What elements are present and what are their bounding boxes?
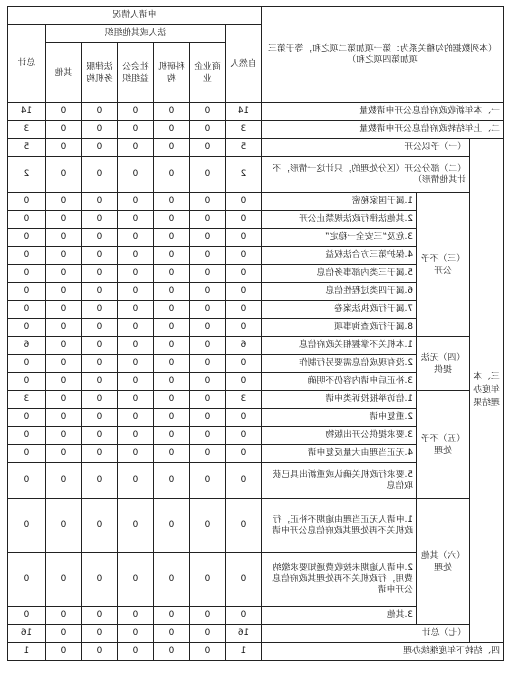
value-cell: 0 bbox=[153, 499, 189, 553]
value-cell: 0 bbox=[153, 427, 189, 445]
value-cell: 0 bbox=[225, 283, 261, 301]
value-cell: 0 bbox=[189, 121, 225, 139]
row-label: 6.属于四类过程性信息 bbox=[261, 283, 416, 301]
value-cell: 0 bbox=[153, 319, 189, 337]
value-cell: 0 bbox=[81, 625, 117, 643]
value-cell: 0 bbox=[153, 157, 189, 193]
value-cell: 0 bbox=[225, 607, 261, 625]
value-cell: 0 bbox=[117, 391, 153, 409]
table-row bbox=[7, 499, 503, 553]
value-cell: 0 bbox=[81, 499, 117, 553]
value-cell: 0 bbox=[45, 373, 81, 391]
value-cell: 0 bbox=[153, 139, 189, 157]
value-cell: 0 bbox=[117, 265, 153, 283]
value-cell: 0 bbox=[81, 373, 117, 391]
value-cell: 0 bbox=[7, 301, 45, 319]
value-cell: 0 bbox=[45, 103, 81, 121]
value-cell: 0 bbox=[7, 553, 45, 607]
group-label-not-processed: （五）不予处理 bbox=[417, 391, 470, 499]
value-cell: 0 bbox=[117, 121, 153, 139]
table-row bbox=[7, 193, 503, 211]
row-label: 7.属于行政执法案卷 bbox=[261, 301, 416, 319]
value-cell: 0 bbox=[189, 229, 225, 247]
value-cell: 0 bbox=[153, 373, 189, 391]
value-cell: 0 bbox=[81, 265, 117, 283]
value-cell: 0 bbox=[225, 499, 261, 553]
value-cell: 0 bbox=[81, 643, 117, 661]
value-cell: 0 bbox=[189, 553, 225, 607]
value-cell: 0 bbox=[45, 463, 81, 499]
value-cell: 0 bbox=[189, 607, 225, 625]
legal-col-other: 其他 bbox=[45, 43, 81, 103]
row-label: 5.属于三类内部事务信息 bbox=[261, 265, 416, 283]
row-label: 4.保护第三方合法权益 bbox=[261, 247, 416, 265]
value-cell: 0 bbox=[117, 625, 153, 643]
row-label: 5.要求行政机关确认或重新出具已获取信息 bbox=[261, 463, 416, 499]
value-cell: 0 bbox=[117, 157, 153, 193]
value-cell: 0 bbox=[81, 337, 117, 355]
value-cell: 0 bbox=[117, 283, 153, 301]
value-cell: 0 bbox=[225, 265, 261, 283]
group-label-withheld: （三）不予公开 bbox=[417, 193, 470, 337]
value-cell: 0 bbox=[45, 265, 81, 283]
value-cell: 5 bbox=[225, 139, 261, 157]
legal-col-business: 商业企业 bbox=[189, 43, 225, 103]
value-cell: 0 bbox=[7, 211, 45, 229]
value-cell: 0 bbox=[117, 229, 153, 247]
value-cell: 0 bbox=[189, 319, 225, 337]
value-cell: 0 bbox=[45, 157, 81, 193]
value-cell: 0 bbox=[45, 445, 81, 463]
value-cell: 0 bbox=[117, 409, 153, 427]
value-cell: 0 bbox=[81, 463, 117, 499]
group-label-other-handling: （六）其他处理 bbox=[417, 499, 470, 625]
value-cell: 1 bbox=[7, 643, 45, 661]
value-cell: 3 bbox=[225, 121, 261, 139]
table-row bbox=[7, 103, 503, 121]
value-cell: 16 bbox=[225, 625, 261, 643]
value-cell: 14 bbox=[225, 103, 261, 121]
row-label: 1.本机关不掌握相关政府信息 bbox=[261, 337, 416, 355]
value-cell: 0 bbox=[117, 445, 153, 463]
value-cell: 0 bbox=[81, 409, 117, 427]
value-cell: 0 bbox=[189, 193, 225, 211]
value-cell: 0 bbox=[225, 355, 261, 373]
value-cell: 0 bbox=[81, 193, 117, 211]
value-cell: 1 bbox=[225, 643, 261, 661]
value-cell: 0 bbox=[153, 265, 189, 283]
value-cell: 0 bbox=[189, 247, 225, 265]
disclosure-statistics-table bbox=[7, 6, 504, 661]
value-cell: 0 bbox=[153, 121, 189, 139]
value-cell: 0 bbox=[81, 427, 117, 445]
value-cell: 0 bbox=[117, 553, 153, 607]
row-label: （二）部分公开（区分处理的，只计这一情形，不计其他情形） bbox=[261, 157, 469, 193]
value-cell: 0 bbox=[45, 643, 81, 661]
value-cell: 0 bbox=[153, 445, 189, 463]
value-cell: 0 bbox=[7, 463, 45, 499]
value-cell: 0 bbox=[117, 301, 153, 319]
value-cell: 0 bbox=[45, 229, 81, 247]
value-cell: 0 bbox=[225, 301, 261, 319]
value-cell: 0 bbox=[45, 319, 81, 337]
value-cell: 5 bbox=[7, 139, 45, 157]
value-cell: 0 bbox=[7, 409, 45, 427]
value-cell: 0 bbox=[117, 427, 153, 445]
value-cell: 0 bbox=[7, 427, 45, 445]
value-cell: 0 bbox=[45, 139, 81, 157]
value-cell: 0 bbox=[189, 463, 225, 499]
row-label: 2.其他法律行政法规禁止公开 bbox=[261, 211, 416, 229]
row-label: 二、上年结转政府信息公开申请数量 bbox=[261, 121, 503, 139]
value-cell: 0 bbox=[117, 355, 153, 373]
value-cell: 0 bbox=[117, 247, 153, 265]
value-cell: 0 bbox=[153, 301, 189, 319]
value-cell: 0 bbox=[225, 427, 261, 445]
value-cell: 0 bbox=[81, 283, 117, 301]
value-cell: 0 bbox=[81, 553, 117, 607]
value-cell: 0 bbox=[189, 157, 225, 193]
table-row bbox=[7, 139, 503, 157]
header-row-1 bbox=[7, 7, 503, 25]
value-cell: 0 bbox=[45, 121, 81, 139]
natural-person-header: 自然人 bbox=[225, 25, 261, 103]
value-cell: 0 bbox=[7, 319, 45, 337]
value-cell: 0 bbox=[7, 193, 45, 211]
value-cell: 0 bbox=[117, 337, 153, 355]
value-cell: 0 bbox=[7, 265, 45, 283]
legal-group-header: 法人或其他组织 bbox=[45, 25, 225, 43]
value-cell: 0 bbox=[81, 103, 117, 121]
legal-col-legal-service: 法律服务机构 bbox=[81, 43, 117, 103]
value-cell: 0 bbox=[189, 391, 225, 409]
value-cell: 0 bbox=[225, 247, 261, 265]
value-cell: 0 bbox=[189, 355, 225, 373]
value-cell: 0 bbox=[225, 193, 261, 211]
table-row bbox=[7, 337, 503, 355]
value-cell: 0 bbox=[117, 373, 153, 391]
value-cell: 0 bbox=[45, 409, 81, 427]
total-header: 总计 bbox=[7, 25, 45, 103]
value-cell: 0 bbox=[81, 319, 117, 337]
row-label: 2.申请人逾期未按收费通知要求缴纳费用，行政机关不再处理其政府信息公开申请 bbox=[261, 553, 416, 607]
value-cell: 0 bbox=[225, 319, 261, 337]
value-cell: 0 bbox=[153, 607, 189, 625]
mirrored-table-wrapper bbox=[8, 6, 504, 681]
value-cell: 0 bbox=[153, 391, 189, 409]
value-cell: 0 bbox=[189, 337, 225, 355]
value-cell: 14 bbox=[7, 103, 45, 121]
row-label: 3.要求提供公开出版物 bbox=[261, 427, 416, 445]
value-cell: 16 bbox=[7, 625, 45, 643]
value-cell: 0 bbox=[225, 553, 261, 607]
value-cell: 0 bbox=[45, 337, 81, 355]
value-cell: 0 bbox=[81, 355, 117, 373]
table-row bbox=[7, 625, 503, 643]
value-cell: 0 bbox=[153, 103, 189, 121]
value-cell: 0 bbox=[117, 463, 153, 499]
value-cell: 0 bbox=[189, 211, 225, 229]
value-cell: 0 bbox=[7, 247, 45, 265]
value-cell: 0 bbox=[45, 211, 81, 229]
value-cell: 0 bbox=[225, 229, 261, 247]
value-cell: 0 bbox=[45, 301, 81, 319]
row-label: （七）总计 bbox=[261, 625, 469, 643]
value-cell: 0 bbox=[189, 409, 225, 427]
row-label: 2.没有现成信息需要另行制作 bbox=[261, 355, 416, 373]
row-label: 4.无正当理由大量反复申请 bbox=[261, 445, 416, 463]
value-cell: 6 bbox=[7, 337, 45, 355]
value-cell: 0 bbox=[45, 283, 81, 301]
row-label: 1.申请人无正当理由逾期不补正，行政机关不再处理其政府信息公开申请 bbox=[261, 499, 416, 553]
value-cell: 3 bbox=[7, 391, 45, 409]
value-cell: 0 bbox=[45, 355, 81, 373]
value-cell: 0 bbox=[189, 499, 225, 553]
value-cell: 0 bbox=[45, 247, 81, 265]
table-row bbox=[7, 157, 503, 193]
value-cell: 0 bbox=[189, 373, 225, 391]
row-label: 8.属于行政查询事项 bbox=[261, 319, 416, 337]
value-cell: 0 bbox=[117, 499, 153, 553]
applicant-group-header: 申请人情况 bbox=[7, 7, 261, 25]
row-label: 3.危及“三安全一稳定” bbox=[261, 229, 416, 247]
value-cell: 0 bbox=[45, 499, 81, 553]
value-cell: 0 bbox=[117, 319, 153, 337]
table-row bbox=[7, 121, 503, 139]
value-cell: 3 bbox=[7, 121, 45, 139]
row-label: 3.其他 bbox=[261, 607, 416, 625]
value-cell: 0 bbox=[7, 445, 45, 463]
value-cell: 0 bbox=[7, 283, 45, 301]
value-cell: 0 bbox=[225, 445, 261, 463]
value-cell: 0 bbox=[189, 103, 225, 121]
value-cell: 0 bbox=[7, 499, 45, 553]
value-cell: 0 bbox=[189, 265, 225, 283]
value-cell: 0 bbox=[153, 337, 189, 355]
value-cell: 0 bbox=[189, 283, 225, 301]
value-cell: 0 bbox=[189, 301, 225, 319]
value-cell: 2 bbox=[7, 157, 45, 193]
value-cell: 0 bbox=[153, 193, 189, 211]
value-cell: 0 bbox=[189, 625, 225, 643]
value-cell: 0 bbox=[45, 391, 81, 409]
value-cell: 0 bbox=[153, 463, 189, 499]
section-result-label: 三、本年度办理结果 bbox=[470, 139, 504, 643]
value-cell: 0 bbox=[45, 625, 81, 643]
value-cell: 0 bbox=[7, 373, 45, 391]
value-cell: 0 bbox=[117, 643, 153, 661]
value-cell: 0 bbox=[45, 553, 81, 607]
value-cell: 0 bbox=[81, 445, 117, 463]
value-cell: 0 bbox=[189, 445, 225, 463]
row-label: 四、结转下年度继续办理 bbox=[261, 643, 503, 661]
value-cell: 0 bbox=[81, 247, 117, 265]
value-cell: 0 bbox=[7, 355, 45, 373]
value-cell: 0 bbox=[153, 355, 189, 373]
value-cell: 0 bbox=[117, 607, 153, 625]
value-cell: 0 bbox=[117, 211, 153, 229]
value-cell: 0 bbox=[225, 211, 261, 229]
header-corner-note: （本列数据的勾稽关系为：第一项加第二项之和，等于第三项加第四项之和） bbox=[261, 7, 503, 103]
table-row bbox=[7, 643, 503, 661]
value-cell: 0 bbox=[81, 229, 117, 247]
value-cell: 0 bbox=[81, 301, 117, 319]
value-cell: 2 bbox=[225, 157, 261, 193]
value-cell: 0 bbox=[153, 625, 189, 643]
value-cell: 0 bbox=[81, 211, 117, 229]
value-cell: 0 bbox=[81, 391, 117, 409]
value-cell: 0 bbox=[189, 139, 225, 157]
value-cell: 0 bbox=[153, 409, 189, 427]
value-cell: 0 bbox=[153, 229, 189, 247]
value-cell: 0 bbox=[189, 643, 225, 661]
value-cell: 0 bbox=[117, 139, 153, 157]
value-cell: 0 bbox=[7, 607, 45, 625]
value-cell: 0 bbox=[45, 193, 81, 211]
value-cell: 0 bbox=[153, 283, 189, 301]
row-label: （一）予以公开 bbox=[261, 139, 469, 157]
legal-col-research: 科研机构 bbox=[153, 43, 189, 103]
value-cell: 0 bbox=[189, 427, 225, 445]
table-row bbox=[7, 391, 503, 409]
value-cell: 0 bbox=[153, 643, 189, 661]
value-cell: 0 bbox=[153, 247, 189, 265]
row-label: 一、本年新收政府信息公开申请数量 bbox=[261, 103, 503, 121]
value-cell: 6 bbox=[225, 337, 261, 355]
value-cell: 3 bbox=[225, 391, 261, 409]
row-label: 3.补正后申请内容仍不明确 bbox=[261, 373, 416, 391]
legal-col-social: 社会公益组织 bbox=[117, 43, 153, 103]
row-label: 2.重复申请 bbox=[261, 409, 416, 427]
value-cell: 0 bbox=[225, 463, 261, 499]
value-cell: 0 bbox=[117, 193, 153, 211]
value-cell: 0 bbox=[81, 139, 117, 157]
row-label: 1.属于国家秘密 bbox=[261, 193, 416, 211]
value-cell: 0 bbox=[225, 409, 261, 427]
value-cell: 0 bbox=[117, 103, 153, 121]
row-label: 1.信访举报投诉类申请 bbox=[261, 391, 416, 409]
value-cell: 0 bbox=[81, 157, 117, 193]
value-cell: 0 bbox=[81, 121, 117, 139]
value-cell: 0 bbox=[7, 229, 45, 247]
group-label-unavailable: （四）无法提供 bbox=[417, 337, 470, 391]
value-cell: 0 bbox=[153, 211, 189, 229]
value-cell: 0 bbox=[225, 373, 261, 391]
value-cell: 0 bbox=[153, 553, 189, 607]
value-cell: 0 bbox=[45, 607, 81, 625]
value-cell: 0 bbox=[81, 607, 117, 625]
value-cell: 0 bbox=[45, 427, 81, 445]
